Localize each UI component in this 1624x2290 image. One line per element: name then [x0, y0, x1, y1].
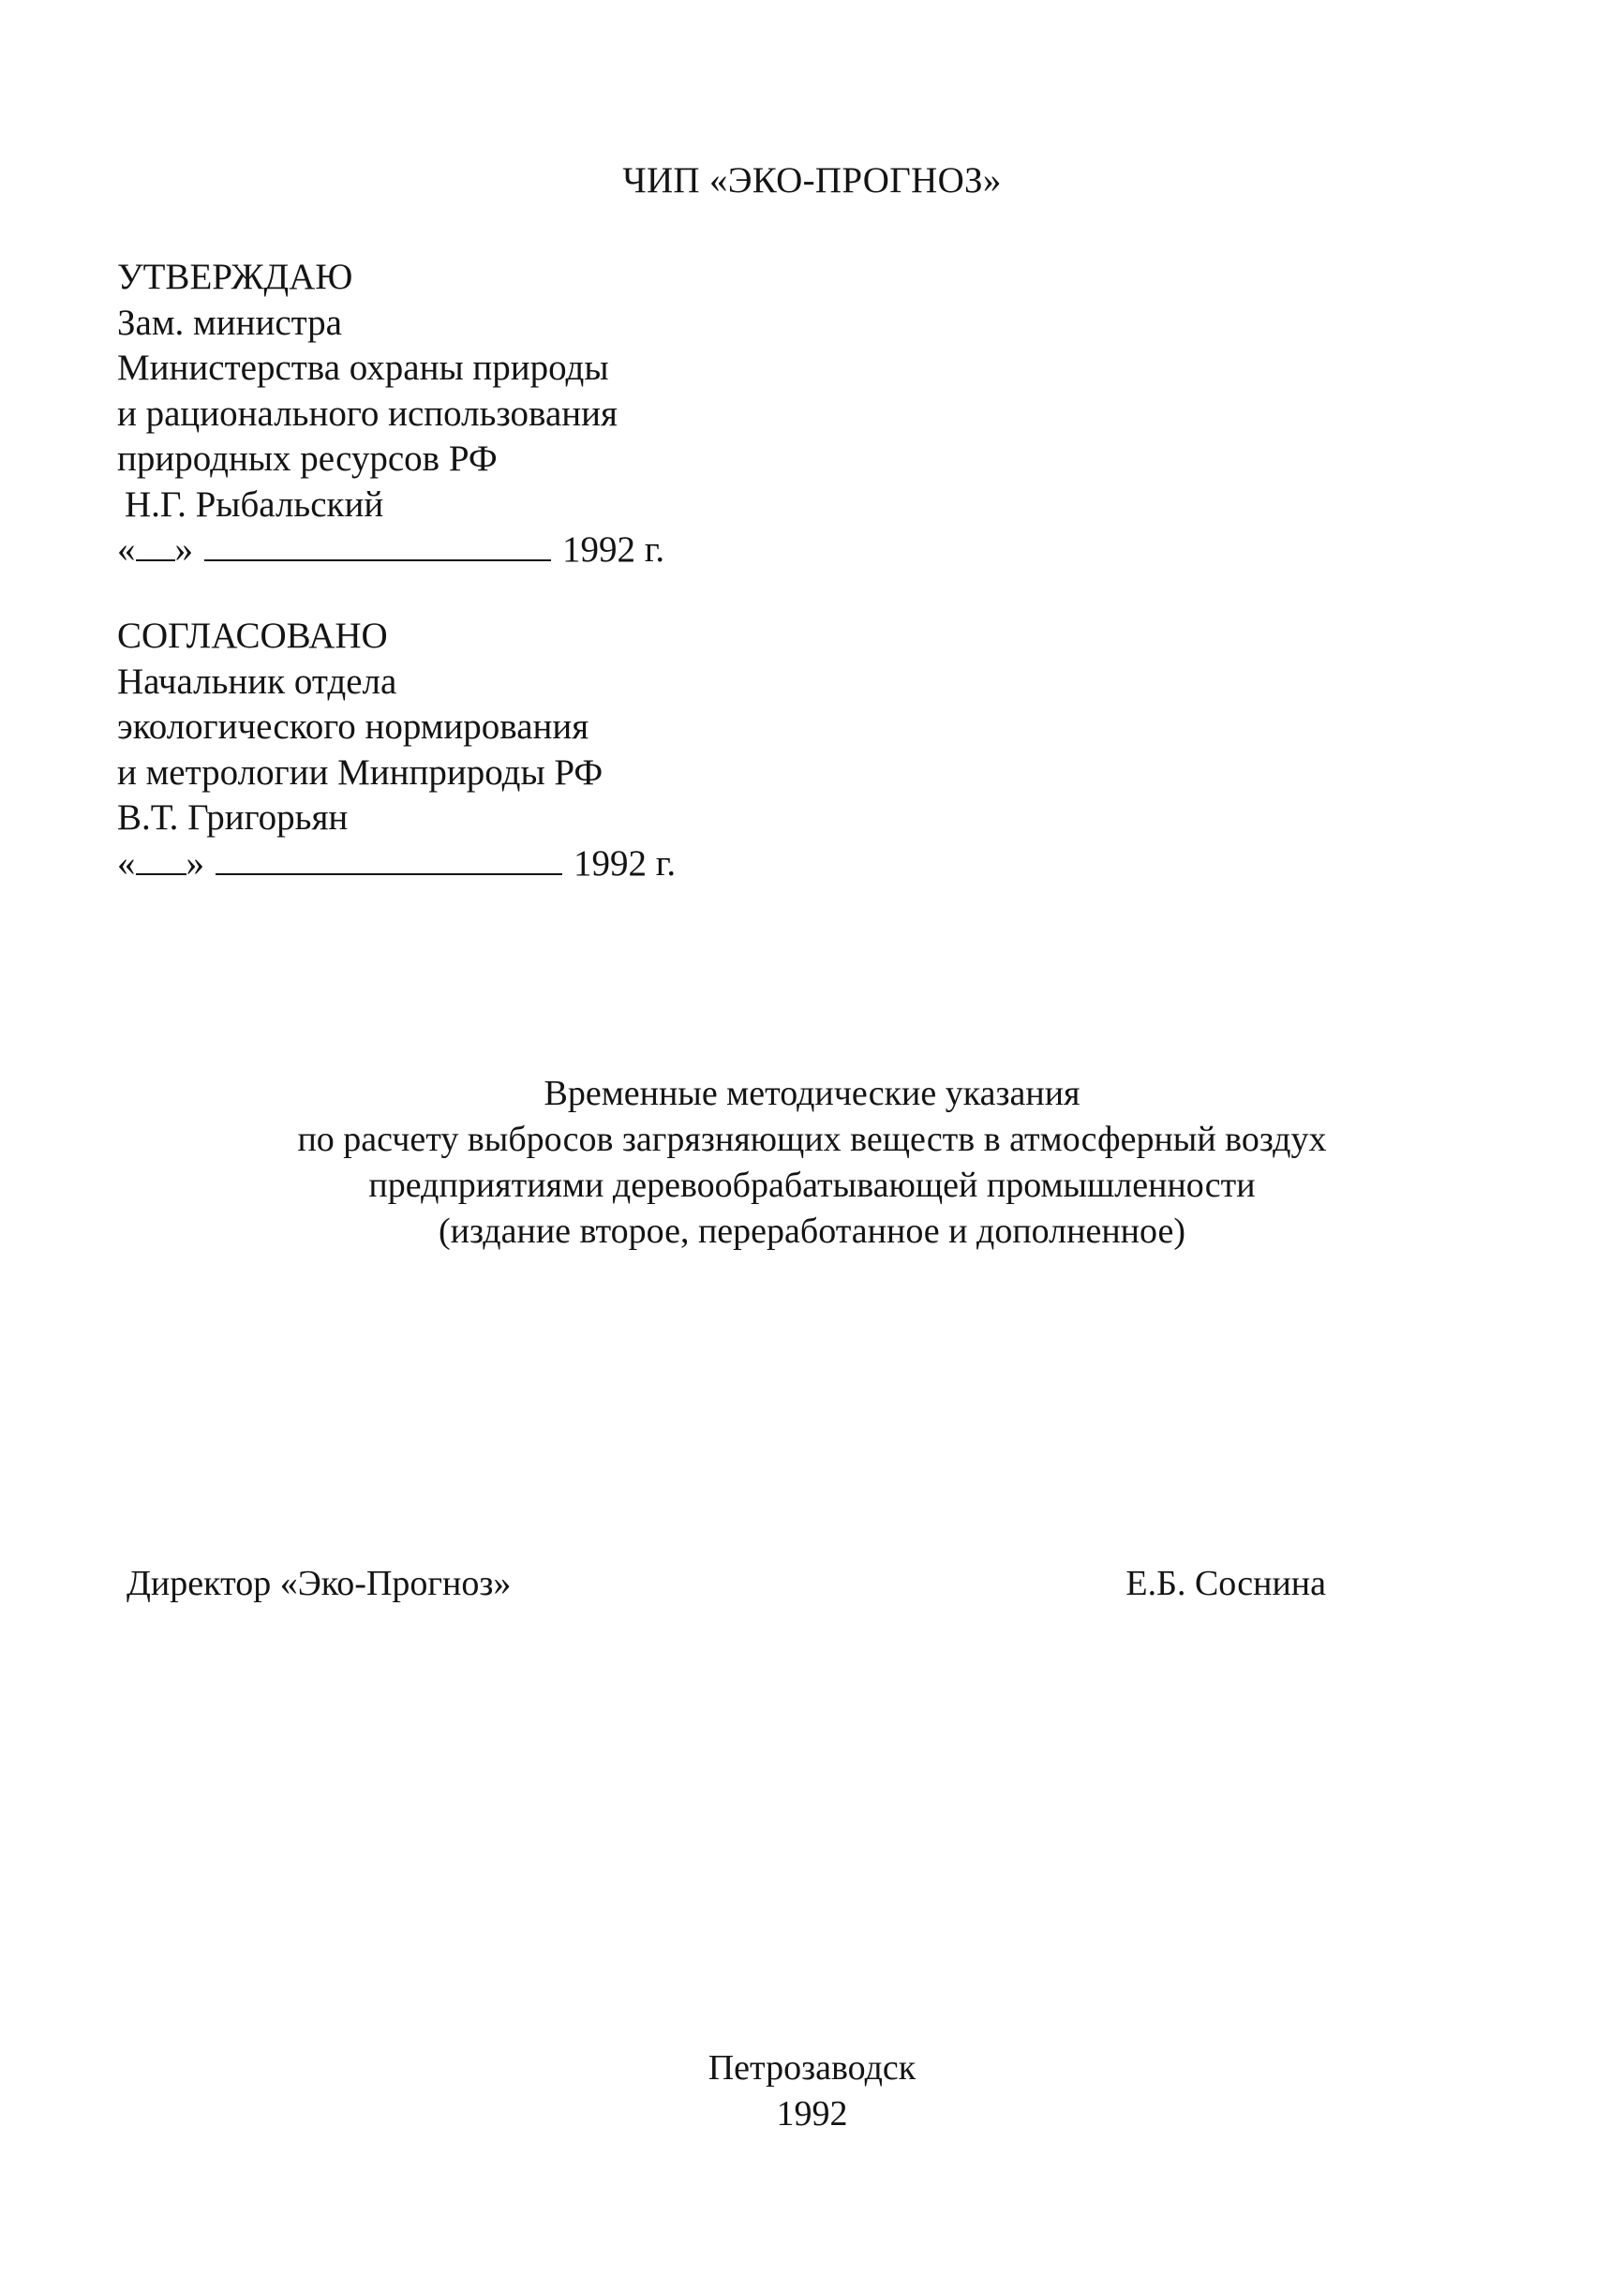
approval-year: 1992 г.: [562, 529, 665, 570]
close-quote: »: [186, 842, 204, 884]
approval-line: и рационального использования: [117, 393, 618, 434]
title-line: (издание второе, переработанное и дополненное): [438, 1212, 1186, 1251]
title-line: по расчету выбросов загрязняющих веществ в атмосферный воздух: [297, 1120, 1327, 1159]
day-blank: [136, 558, 175, 561]
agreement-date-line: [117, 841, 676, 887]
open-quote: «: [117, 529, 136, 570]
close-quote: »: [174, 529, 193, 570]
agreement-line: экологического нормирования: [117, 706, 589, 747]
imprint-year: 1992: [776, 2094, 848, 2134]
agreement-name: В.Т. Григорьян: [117, 797, 349, 838]
imprint-city: Петрозаводск: [708, 2048, 916, 2088]
approval-line: Министерства охраны природы: [117, 348, 609, 388]
approval-line: Зам. министра: [117, 302, 342, 343]
agreement-year: 1992 г.: [574, 842, 677, 884]
day-blank: [136, 872, 186, 875]
organization-title: ЧИП «ЭКО-ПРОГНОЗ»: [622, 160, 1002, 201]
agreement-line: и метрологии Минприроды РФ: [117, 751, 603, 793]
agreement-heading: СОГЛАСОВАНО: [117, 616, 388, 656]
approval-block: [117, 255, 664, 573]
title-line: Временные методические указания: [544, 1074, 1080, 1113]
approver-name: Н.Г. Рыбальский: [125, 483, 384, 525]
document-title: [0, 1071, 1624, 1255]
open-quote: «: [117, 842, 136, 884]
director-signature-row: [127, 1563, 1326, 1604]
director-position: Директор «Эко-Прогноз»: [127, 1564, 512, 1603]
approval-heading: УТВЕРЖДАЮ: [117, 257, 353, 297]
month-blank: [216, 872, 562, 875]
approval-line: природных ресурсов РФ: [117, 439, 498, 479]
title-line: предприятиями деревообрабатывающей промышленности: [368, 1166, 1256, 1205]
imprint: [0, 2045, 1624, 2137]
agreement-line: Начальник отдела: [117, 661, 397, 702]
director-name: Е.Б. Соснина: [1125, 1564, 1326, 1603]
approval-date-line: [117, 528, 664, 573]
agreement-block: [117, 614, 676, 886]
month-blank: [204, 558, 551, 561]
